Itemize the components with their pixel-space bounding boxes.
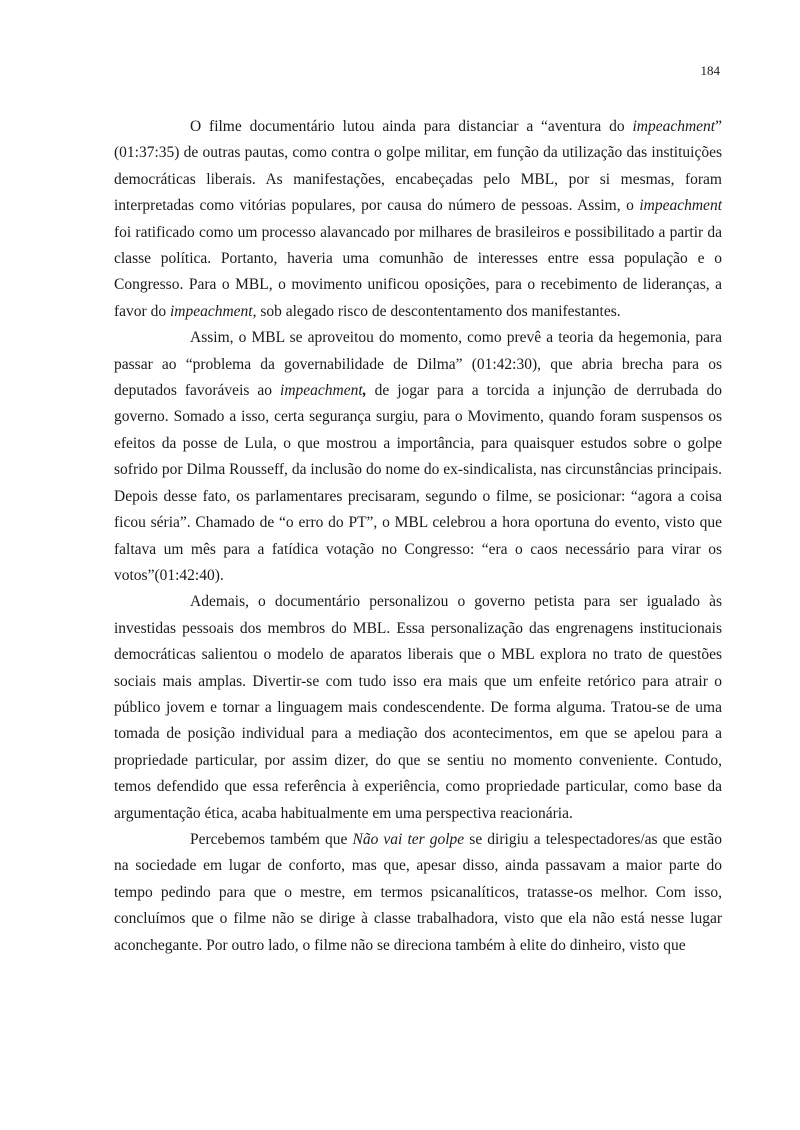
paragraph-3 — [114, 589, 722, 827]
page-number: 184 — [700, 63, 720, 78]
italic-term: impeachment — [280, 382, 363, 400]
paragraph-4 — [114, 827, 722, 959]
italic-term: impeachment — [639, 197, 722, 215]
bold-italic-comma: , — [362, 382, 367, 400]
paragraph-1 — [114, 114, 722, 325]
text-segment: Ademais, o documentário personalizou o governo petista para ser igualado às investidas pessoais dos membros do MBL. Essa personalização das engrenagens institucionais democráticas salientou o modelo de aparatos liberais que o MBL explora no trato de questões sociais mais amplas. Divertir-se com tudo isso era mais que um enfeite retórico para atrair o público jovem e tornar a linguagem mais condescendente. De forma alguma. Tratou-se de uma tomada de posição individual para a mediação dos acontecimentos, em que se apelou para a propriedade particular, por assim dizer, do que se sentiu no momento conveniente. Contudo, temos defendido que essa referência à experiência, como propriedade particular, como base da argumentação ética, acaba habitualmente em uma perspectiva reacionária. — [114, 593, 722, 822]
text-segment: O filme documentário lutou ainda para distanciar a “aventura do — [190, 118, 633, 135]
text-segment: foi ratificado como um processo alavancado por milhares de brasileiros e possibilitado a partir da classe política. Portanto, haveria uma comunhão de interesses entre essa população e o Congresso. Para o MBL, o movimento unificou oposições, para o recebimento de lideranças, a favor do — [114, 223, 722, 320]
body-text — [114, 114, 722, 959]
text-segment: Assim, o MBL se aproveitou do momento, como prevê a teoria da hegemonia, para passar ao “problema da governabilidade de Dilma” (01:42:30), que abria brecha para os deputados favoráveis ao — [114, 329, 722, 400]
text-segment: , sob alegado risco de descontentamento dos manifestantes. — [252, 302, 621, 320]
text-segment: Percebemos também que — [190, 830, 353, 848]
film-title: Não vai ter golpe — [352, 830, 465, 848]
italic-term: impeachment — [632, 118, 716, 135]
text-segment: ” (01:37:35) de outras pautas, como contra o golpe militar, em função da utilização das instituições democráticas liberais. As manifestações, encabeçadas pelo MBL, por si mesmas, foram interpretadas como vitórias populares, por causa do número de pessoas. Assim, o — [114, 118, 722, 215]
paragraph-2 — [114, 325, 722, 589]
italic-term: impeachment — [169, 302, 253, 320]
text-segment: se dirigiu a telespectadores/as que estão na sociedade em lugar de conforto, mas que, apesar disso, ainda passavam a maior parte do tempo pedindo para que o mestre, em termos psicanalíticos, tratasse-os melhor. Com isso, concluímos que o filme não se dirige à classe trabalhadora, visto que ela não está nesse lugar aconchegante. Por outro lado, o filme não se direciona também à elite do dinheiro, visto que — [114, 830, 722, 954]
text-segment: de jogar para a torcida a injunção de derrubada do governo. Somado a isso, certa segurança surgiu, para o Movimento, quando foram suspensos os efeitos da posse de Lula, o que mostrou a importância, para quaisquer estudos sobre o golpe sofrido por Dilma Rousseff, da inclusão do nome do ex-sindicalista, nas circunstâncias principais. Depois desse fato, os parlamentares precisaram, segundo o filme, se posicionar: “agora a coisa ficou séria”. Chamado de “o erro do PT”, o MBL celebrou a hora oportuna do evento, visto que faltava um mês para a fatídica votação no Congresso: “era o caos necessário para virar os votos”(01:42:40). — [114, 382, 723, 584]
